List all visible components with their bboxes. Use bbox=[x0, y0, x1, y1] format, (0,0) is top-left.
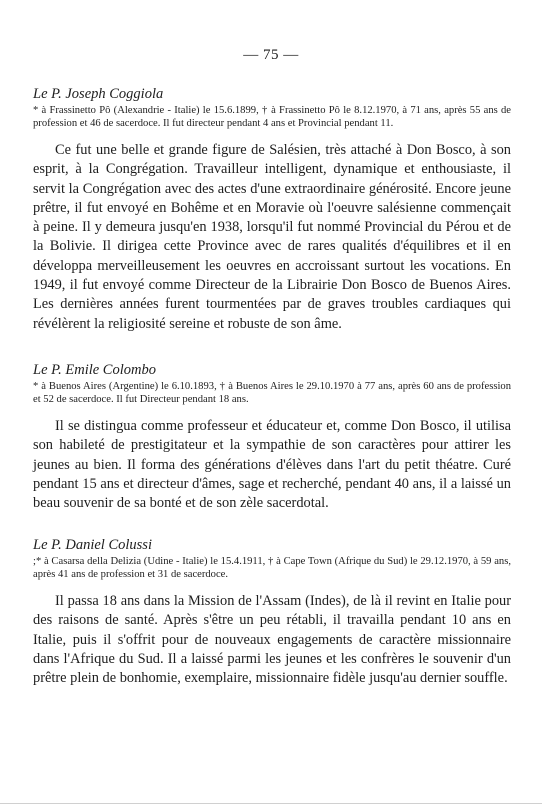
entry-biographical-data: ;* à Casarsa della Delizia (Udine - Italie) le 15.4.1911, † à Cape Town (Afrique du Sud) le 29.12.1970, à 59 ans, après 41 ans de profession et 31 de sacerdoce. bbox=[33, 556, 511, 580]
entry-body-text: Il se distingua comme professeur et éducateur et, comme Don Bosco, il utilisa son habileté de prestigitateur et la sympathie de son caractères pour attirer les jeunes au bien. Il forma des générations d'élèves dans l'art du petit théatre. Curé pendant 15 ans et directeur d'âmes, sage et recherché, pendant 40 ans, il a laissé un beau souvenir de sa bonté et de son zèle sacerdotal. bbox=[33, 418, 511, 512]
page-number: — 75 — bbox=[243, 47, 299, 63]
entry-name: Le P. Emile Colombo bbox=[33, 362, 156, 378]
entry-body-text: Ce fut une belle et grande figure de Salésien, très attaché à Don Bosco, à son esprit, à la Congrégation. Travailleur intelligent, dynamique et enthousiaste, il servit la Congrégation avec des actes d'une extraordinaire générosité. Encore jeune prêtre, il fut envoyé en Bohême et en Moravie où l'oeuvre salésienne commençait à peine. Il y demeura jusqu'en 1938, lorsqu'il fut nommé Provincial du Pérou et de la Bolivie. Il dirigea cette Province avec de rares qualités d'équilibres et il en développa merveilleusement les oeuvres en accroissant surtout les vocations. En 1949, il fut envoyé comme Directeur de la Librairie Don Bosco de Buenos Aires. Les dernières années furent tourmentées par de graves troubles cardiaques qui révélèrent la religiosité sereine et robuste de son âme. bbox=[33, 142, 511, 332]
entry-biographical-data: * à Frassinetto Pô (Alexandrie - Italie) le 15.6.1899, † à Frassinetto Pô le 8.12.1970, à 71 ans, après 55 ans de profession et 46 de sacerdoce. Il fut directeur pendant 4 ans et Provincial pendant 11. bbox=[33, 105, 511, 129]
entry-name: Le P. Daniel Colussi bbox=[33, 537, 152, 553]
obituary-entry bbox=[33, 537, 511, 688]
page-bottom-rule bbox=[0, 803, 542, 804]
entry-body-text: Il passa 18 ans dans la Mission de l'Assam (Indes), de là il revint en Italie pour des raisons de santé. Après s'être un peu rétabli, il travailla pendant 10 ans en Italie, puis il s'offrit pour de nouveaux engagements de caractère missionnaire dans l'Afrique du Sud. Il a laissé parmi les jeunes et les confrères le souvenir d'un prêtre plein de bonhomie, exemplaire, missionnaire fidèle jusqu'au dernier souffle. bbox=[33, 593, 511, 687]
obituary-entry bbox=[33, 362, 511, 513]
obituary-entry bbox=[33, 86, 511, 334]
entry-name: Le P. Joseph Coggiola bbox=[33, 86, 164, 102]
entry-biographical-data: * à Buenos Aires (Argentine) le 6.10.1893, † à Buenos Aires le 29.10.1970 à 77 ans, après 60 ans de profession et 52 de sacerdoce. Il fut Directeur pendant 18 ans. bbox=[33, 381, 511, 405]
